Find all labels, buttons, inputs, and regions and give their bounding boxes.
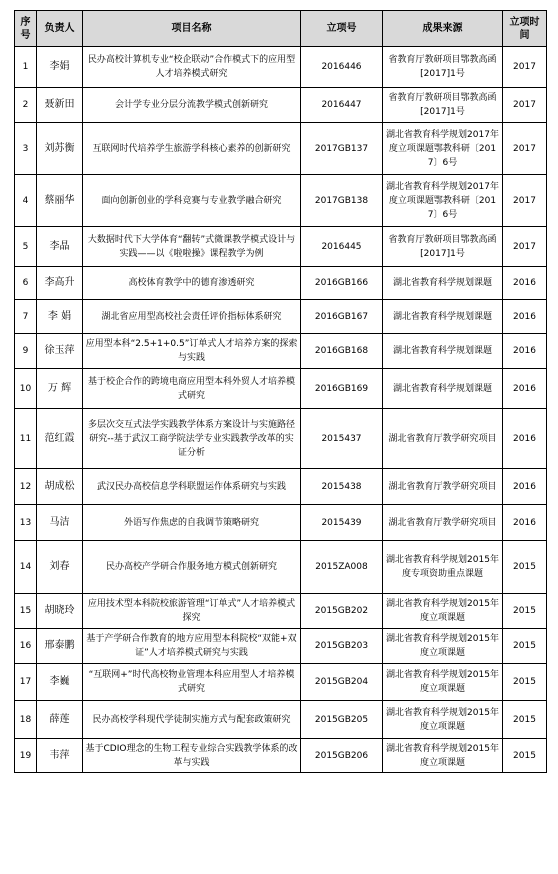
row-year: 2016 [503,334,547,369]
row-project: 湖北省应用型高校社会责任评价指标体系研究 [83,300,301,334]
row-project: 应用技术型本科院校旅游管理“订单式”人才培养模式探究 [83,594,301,629]
row-source: 湖北省教育厅教学研究项目 [383,469,503,505]
row-project: 应用型本科“2.5+1+0.5”订单式人才培养方案的探索与实践 [83,334,301,369]
row-seq: 15 [15,594,37,629]
row-seq: 7 [15,300,37,334]
row-year: 2015 [503,739,547,773]
table-row [15,739,547,773]
row-owner: 蔡丽华 [37,175,83,227]
row-owner: 刘春 [37,541,83,594]
table-row [15,123,547,175]
row-seq: 17 [15,664,37,701]
row-source: 省教育厅教研项目鄂教高函[2017]1号 [383,47,503,88]
row-source: 湖北省教育科学规划2015年度立项课题 [383,629,503,664]
row-owner: 韦萍 [37,739,83,773]
row-code: 2016445 [301,227,383,267]
table-row [15,369,547,409]
header-owner: 负责人 [37,11,83,47]
table-body [15,47,547,773]
row-source: 湖北省教育科学规划2015年度立项课题 [383,594,503,629]
row-seq: 5 [15,227,37,267]
row-year: 2017 [503,47,547,88]
row-project: 高校体育教学中的德育渗透研究 [83,267,301,300]
row-owner: 李高升 [37,267,83,300]
row-code: 2016GB167 [301,300,383,334]
row-code: 2015438 [301,469,383,505]
project-table [14,10,547,773]
table-row [15,541,547,594]
header-code: 立项号 [301,11,383,47]
row-year: 2015 [503,701,547,739]
row-seq: 6 [15,267,37,300]
row-code: 2016GB168 [301,334,383,369]
row-project: 基于CDIO理念的生物工程专业综合实践教学体系的改革与实践 [83,739,301,773]
row-project: 民办高校计算机专业“校企联动”合作模式下的应用型人才培养模式研究 [83,47,301,88]
row-owner: 聂新田 [37,88,83,123]
row-project: 大数据时代下大学体育“翻转”式微课教学模式设计与实践——以《啦啦操》课程教学为例 [83,227,301,267]
row-seq: 2 [15,88,37,123]
table-row [15,505,547,541]
row-owner: 刘苏衡 [37,123,83,175]
row-seq: 14 [15,541,37,594]
row-code: 2015439 [301,505,383,541]
row-year: 2016 [503,267,547,300]
table-row [15,175,547,227]
table-row [15,267,547,300]
row-code: 2015GB203 [301,629,383,664]
row-seq: 13 [15,505,37,541]
row-seq: 11 [15,409,37,469]
row-code: 2015GB202 [301,594,383,629]
row-source: 湖北省教育科学规划2015年度立项课题 [383,701,503,739]
row-seq: 16 [15,629,37,664]
table-row [15,409,547,469]
row-seq: 19 [15,739,37,773]
row-owner: 徐玉萍 [37,334,83,369]
row-code: 2015437 [301,409,383,469]
table-row [15,629,547,664]
row-code: 2016GB166 [301,267,383,300]
row-seq: 1 [15,47,37,88]
table-row [15,334,547,369]
row-seq: 9 [15,334,37,369]
row-code: 2017GB137 [301,123,383,175]
header-seq: 序号 [15,11,37,47]
row-seq: 12 [15,469,37,505]
row-project: “互联网+”时代高校物业管理本科应用型人才培养模式研究 [83,664,301,701]
row-year: 2017 [503,175,547,227]
row-source: 湖北省教育科学规划2015年度立项课题 [383,664,503,701]
row-owner: 李 娟 [37,300,83,334]
row-owner: 邢泰鹏 [37,629,83,664]
row-source: 湖北省教育厅教学研究项目 [383,505,503,541]
row-year: 2016 [503,505,547,541]
row-owner: 万 辉 [37,369,83,409]
row-project: 会计学专业分层分流教学模式创新研究 [83,88,301,123]
row-source: 省教育厅教研项目鄂教高函[2017]1号 [383,88,503,123]
row-source: 湖北省教育科学规划课题 [383,267,503,300]
row-owner: 李晶 [37,227,83,267]
row-source: 湖北省教育科学规划课题 [383,334,503,369]
table-row [15,664,547,701]
row-year: 2016 [503,409,547,469]
row-project: 外语写作焦虑的自我调节策略研究 [83,505,301,541]
row-project: 基于校企合作的跨境电商应用型本科外贸人才培养模式研究 [83,369,301,409]
row-seq: 3 [15,123,37,175]
row-owner: 李娟 [37,47,83,88]
row-code: 2016447 [301,88,383,123]
row-year: 2017 [503,123,547,175]
row-code: 2015GB205 [301,701,383,739]
row-code: 2015ZA008 [301,541,383,594]
row-project: 民办高校学科现代学徒制实施方式与配套政策研究 [83,701,301,739]
row-year: 2017 [503,227,547,267]
table-row [15,47,547,88]
row-project: 互联网时代培养学生旅游学科核心素养的创新研究 [83,123,301,175]
table-header-row [15,11,547,47]
row-source: 湖北省教育科学规划2017年度立项课题鄂教科研〔2017〕6号 [383,175,503,227]
header-source: 成果来源 [383,11,503,47]
row-owner: 马洁 [37,505,83,541]
row-project: 基于产学研合作教育的地方应用型本科院校“双能+双证”人才培养模式研究与实践 [83,629,301,664]
row-seq: 4 [15,175,37,227]
row-owner: 薛莲 [37,701,83,739]
table-row [15,88,547,123]
row-year: 2016 [503,469,547,505]
row-owner: 胡晓玲 [37,594,83,629]
row-source: 湖北省教育科学规划课题 [383,300,503,334]
row-year: 2015 [503,664,547,701]
row-year: 2016 [503,300,547,334]
row-code: 2015GB204 [301,664,383,701]
row-code: 2015GB206 [301,739,383,773]
row-source: 湖北省教育科学规划2015年度专项资助重点课题 [383,541,503,594]
header-project: 项目名称 [83,11,301,47]
header-year: 立项时间 [503,11,547,47]
row-owner: 范红霞 [37,409,83,469]
row-code: 2016GB169 [301,369,383,409]
row-owner: 李巍 [37,664,83,701]
row-year: 2015 [503,629,547,664]
row-source: 湖北省教育科学规划2015年度立项课题 [383,739,503,773]
row-source: 湖北省教育科学规划2017年度立项课题鄂教科研〔2017〕6号 [383,123,503,175]
row-year: 2016 [503,369,547,409]
row-seq: 18 [15,701,37,739]
table-row [15,469,547,505]
row-seq: 10 [15,369,37,409]
table-row [15,300,547,334]
row-source: 湖北省教育厅教学研究项目 [383,409,503,469]
row-project: 面向创新创业的学科竞赛与专业教学融合研究 [83,175,301,227]
row-source: 省教育厅教研项目鄂教高函[2017]1号 [383,227,503,267]
row-code: 2017GB138 [301,175,383,227]
row-source: 湖北省教育科学规划课题 [383,369,503,409]
table-row [15,701,547,739]
table-row [15,594,547,629]
row-owner: 胡成松 [37,469,83,505]
row-project: 多层次交互式法学实践教学体系方案设计与实施路径研究--基于武汉工商学院法学专业实践教学改革的实证分析 [83,409,301,469]
row-year: 2015 [503,541,547,594]
row-project: 武汉民办高校信息学科联盟运作体系研究与实践 [83,469,301,505]
row-code: 2016446 [301,47,383,88]
row-year: 2015 [503,594,547,629]
row-project: 民办高校产学研合作服务地方模式创新研究 [83,541,301,594]
table-row [15,227,547,267]
row-year: 2017 [503,88,547,123]
